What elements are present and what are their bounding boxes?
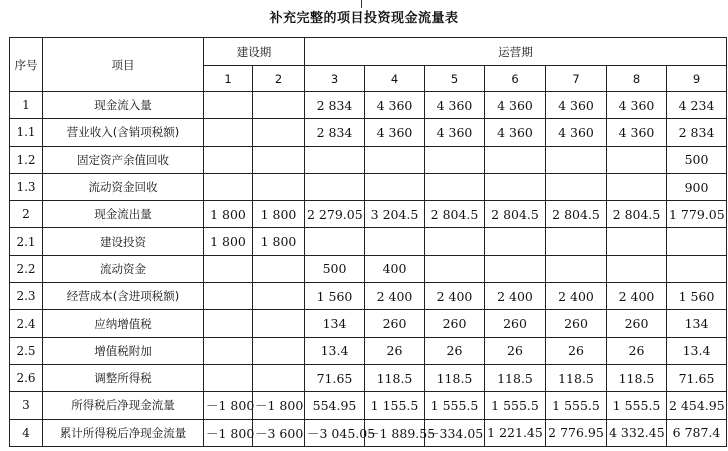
cell-value bbox=[425, 146, 485, 173]
row-item: 营业收入(含销项税额) bbox=[43, 119, 204, 146]
header-year: 7 bbox=[546, 66, 607, 92]
cell-value bbox=[485, 173, 546, 200]
cell-value bbox=[305, 173, 365, 200]
cell-value: 134 bbox=[667, 310, 727, 337]
table-row bbox=[10, 419, 727, 446]
cell-value bbox=[607, 173, 667, 200]
cell-value: 134 bbox=[305, 310, 365, 337]
cell-value: 260 bbox=[546, 310, 607, 337]
header-year: 5 bbox=[425, 66, 485, 92]
table-row bbox=[10, 228, 727, 255]
cell-value: 26 bbox=[485, 337, 546, 364]
cell-value: 500 bbox=[667, 146, 727, 173]
table-row bbox=[10, 392, 727, 419]
cell-value: 1 555.5 bbox=[485, 392, 546, 419]
header-year: 8 bbox=[607, 66, 667, 92]
cell-value bbox=[204, 92, 253, 119]
row-seq: 2 bbox=[10, 201, 43, 228]
cell-value: 4 360 bbox=[607, 119, 667, 146]
cell-value: 4 360 bbox=[485, 119, 546, 146]
cell-value: 4 360 bbox=[546, 92, 607, 119]
cell-value: 26 bbox=[607, 337, 667, 364]
cell-value: 118.5 bbox=[607, 364, 667, 391]
cell-value: 260 bbox=[485, 310, 546, 337]
cell-value bbox=[253, 255, 305, 282]
cell-value: 2 400 bbox=[607, 283, 667, 310]
cell-value: 118.5 bbox=[485, 364, 546, 391]
cell-value bbox=[253, 364, 305, 391]
cell-value: 4 360 bbox=[425, 92, 485, 119]
row-item: 现金流出量 bbox=[43, 201, 204, 228]
cell-value bbox=[485, 255, 546, 282]
cell-value: 1 221.45 bbox=[485, 419, 546, 446]
cell-value bbox=[204, 255, 253, 282]
cell-value: 2 400 bbox=[365, 283, 425, 310]
cell-value: －3 600 bbox=[253, 419, 305, 446]
cell-value: 118.5 bbox=[546, 364, 607, 391]
cell-value bbox=[253, 173, 305, 200]
cell-value: 71.65 bbox=[667, 364, 727, 391]
cell-value bbox=[305, 228, 365, 255]
cell-value: 4 332.45 bbox=[607, 419, 667, 446]
cell-value bbox=[425, 255, 485, 282]
cell-value: 2 804.5 bbox=[485, 201, 546, 228]
cell-value: 1 779.05 bbox=[667, 201, 727, 228]
cell-value: 4 234 bbox=[667, 92, 727, 119]
header-year: 4 bbox=[365, 66, 425, 92]
row-item: 经营成本(含进项税额) bbox=[43, 283, 204, 310]
cell-value: 13.4 bbox=[667, 337, 727, 364]
cell-value: 26 bbox=[365, 337, 425, 364]
cell-value bbox=[204, 337, 253, 364]
table-row bbox=[10, 201, 727, 228]
cell-value: 1 555.5 bbox=[546, 392, 607, 419]
cell-value: 2 834 bbox=[305, 119, 365, 146]
row-item: 累计所得税后净现金流量 bbox=[43, 419, 204, 446]
row-item: 建设投资 bbox=[43, 228, 204, 255]
cell-value: 2 804.5 bbox=[607, 201, 667, 228]
row-seq: 3 bbox=[10, 392, 43, 419]
cell-value: 71.65 bbox=[305, 364, 365, 391]
cell-value: 4 360 bbox=[607, 92, 667, 119]
cell-value: 4 360 bbox=[485, 92, 546, 119]
table-row bbox=[10, 173, 727, 200]
row-seq: 2.1 bbox=[10, 228, 43, 255]
cell-value bbox=[365, 146, 425, 173]
row-seq: 2.6 bbox=[10, 364, 43, 391]
cell-value: 13.4 bbox=[305, 337, 365, 364]
cell-value: 400 bbox=[365, 255, 425, 282]
cell-value: －3 045.05 bbox=[305, 419, 365, 446]
cell-value: 2 400 bbox=[425, 283, 485, 310]
cell-value: 500 bbox=[305, 255, 365, 282]
cell-value: －1 800 bbox=[253, 392, 305, 419]
cell-value: 2 776.95 bbox=[546, 419, 607, 446]
header-item: 项目 bbox=[43, 38, 204, 92]
cell-value bbox=[546, 228, 607, 255]
cell-value: －1 800 bbox=[204, 392, 253, 419]
cell-value: 2 834 bbox=[305, 92, 365, 119]
cell-value: 4 360 bbox=[546, 119, 607, 146]
cell-value: －1 889.55 bbox=[365, 419, 425, 446]
cell-value: 2 400 bbox=[485, 283, 546, 310]
cell-value: 3 204.5 bbox=[365, 201, 425, 228]
cell-value bbox=[546, 173, 607, 200]
cell-value: 2 834 bbox=[667, 119, 727, 146]
row-seq: 2.2 bbox=[10, 255, 43, 282]
cell-value: 1 800 bbox=[253, 201, 305, 228]
cell-value: 118.5 bbox=[425, 364, 485, 391]
table-row bbox=[10, 337, 727, 364]
cell-value bbox=[253, 92, 305, 119]
cell-value: －334.05 bbox=[425, 419, 485, 446]
cell-value: －1 800 bbox=[204, 419, 253, 446]
cell-value bbox=[204, 364, 253, 391]
header-operation-period: 运营期 bbox=[305, 38, 727, 66]
cell-value: 1 800 bbox=[204, 201, 253, 228]
row-item: 流动资金 bbox=[43, 255, 204, 282]
cell-value bbox=[607, 146, 667, 173]
table-row bbox=[10, 364, 727, 391]
table-row bbox=[10, 255, 727, 282]
cell-value: 1 800 bbox=[204, 228, 253, 255]
cell-value: 2 804.5 bbox=[425, 201, 485, 228]
cell-value: 900 bbox=[667, 173, 727, 200]
row-seq: 2.5 bbox=[10, 337, 43, 364]
row-seq: 4 bbox=[10, 419, 43, 446]
row-item: 增值税附加 bbox=[43, 337, 204, 364]
table-row bbox=[10, 310, 727, 337]
header-construction-period: 建设期 bbox=[204, 38, 305, 66]
cell-value bbox=[546, 146, 607, 173]
cell-value: 554.95 bbox=[305, 392, 365, 419]
cell-value: 4 360 bbox=[365, 119, 425, 146]
row-seq: 1.3 bbox=[10, 173, 43, 200]
table-row bbox=[10, 146, 727, 173]
row-item: 现金流入量 bbox=[43, 92, 204, 119]
cell-value bbox=[667, 228, 727, 255]
cell-value: 260 bbox=[425, 310, 485, 337]
cell-value bbox=[485, 146, 546, 173]
cell-value: 1 800 bbox=[253, 228, 305, 255]
cell-value bbox=[204, 146, 253, 173]
header-year: 1 bbox=[204, 66, 253, 92]
cell-value bbox=[253, 337, 305, 364]
header-seq: 序号 bbox=[10, 38, 43, 92]
cell-value: 26 bbox=[425, 337, 485, 364]
cell-value bbox=[204, 283, 253, 310]
row-item: 调整所得税 bbox=[43, 364, 204, 391]
cell-value bbox=[607, 255, 667, 282]
row-seq: 1.2 bbox=[10, 146, 43, 173]
header-year: 2 bbox=[253, 66, 305, 92]
cell-value: 2 454.95 bbox=[667, 392, 727, 419]
cell-value: 1 555.5 bbox=[425, 392, 485, 419]
row-seq: 1 bbox=[10, 92, 43, 119]
cell-value: 6 787.4 bbox=[667, 419, 727, 446]
cell-value: 4 360 bbox=[425, 119, 485, 146]
row-item: 应纳增值税 bbox=[43, 310, 204, 337]
cell-value: 118.5 bbox=[365, 364, 425, 391]
cell-value bbox=[204, 310, 253, 337]
cell-value: 260 bbox=[365, 310, 425, 337]
cell-value bbox=[667, 255, 727, 282]
cell-value bbox=[253, 146, 305, 173]
cell-value bbox=[425, 228, 485, 255]
header-year: 6 bbox=[485, 66, 546, 92]
cell-value bbox=[204, 119, 253, 146]
row-seq: 2.4 bbox=[10, 310, 43, 337]
row-item: 流动资金回收 bbox=[43, 173, 204, 200]
table-row bbox=[10, 283, 727, 310]
header-year: 9 bbox=[667, 66, 727, 92]
cell-value: 1 560 bbox=[667, 283, 727, 310]
cell-value bbox=[204, 173, 253, 200]
cell-value bbox=[253, 283, 305, 310]
cell-value bbox=[425, 173, 485, 200]
cell-value bbox=[305, 146, 365, 173]
row-seq: 1.1 bbox=[10, 119, 43, 146]
cell-value bbox=[546, 255, 607, 282]
cell-value: 2 804.5 bbox=[546, 201, 607, 228]
cell-value: 4 360 bbox=[365, 92, 425, 119]
cell-value bbox=[253, 119, 305, 146]
cell-value bbox=[365, 228, 425, 255]
row-item: 固定资产余值回收 bbox=[43, 146, 204, 173]
header-year: 3 bbox=[305, 66, 365, 92]
cell-value bbox=[253, 310, 305, 337]
cell-value bbox=[607, 228, 667, 255]
cell-value: 1 560 bbox=[305, 283, 365, 310]
cell-value: 260 bbox=[607, 310, 667, 337]
table-row bbox=[10, 92, 727, 119]
cell-value: 1 155.5 bbox=[365, 392, 425, 419]
cell-value: 2 279.05 bbox=[305, 201, 365, 228]
cell-value bbox=[485, 228, 546, 255]
row-item: 所得税后净现金流量 bbox=[43, 392, 204, 419]
table-row bbox=[10, 119, 727, 146]
cell-value: 1 555.5 bbox=[607, 392, 667, 419]
cash-flow-table bbox=[9, 37, 727, 447]
cell-value bbox=[365, 173, 425, 200]
cell-value: 26 bbox=[546, 337, 607, 364]
cell-value: 2 400 bbox=[546, 283, 607, 310]
row-seq: 2.3 bbox=[10, 283, 43, 310]
table-title: 补充完整的项目投资现金流量表 bbox=[269, 11, 459, 26]
